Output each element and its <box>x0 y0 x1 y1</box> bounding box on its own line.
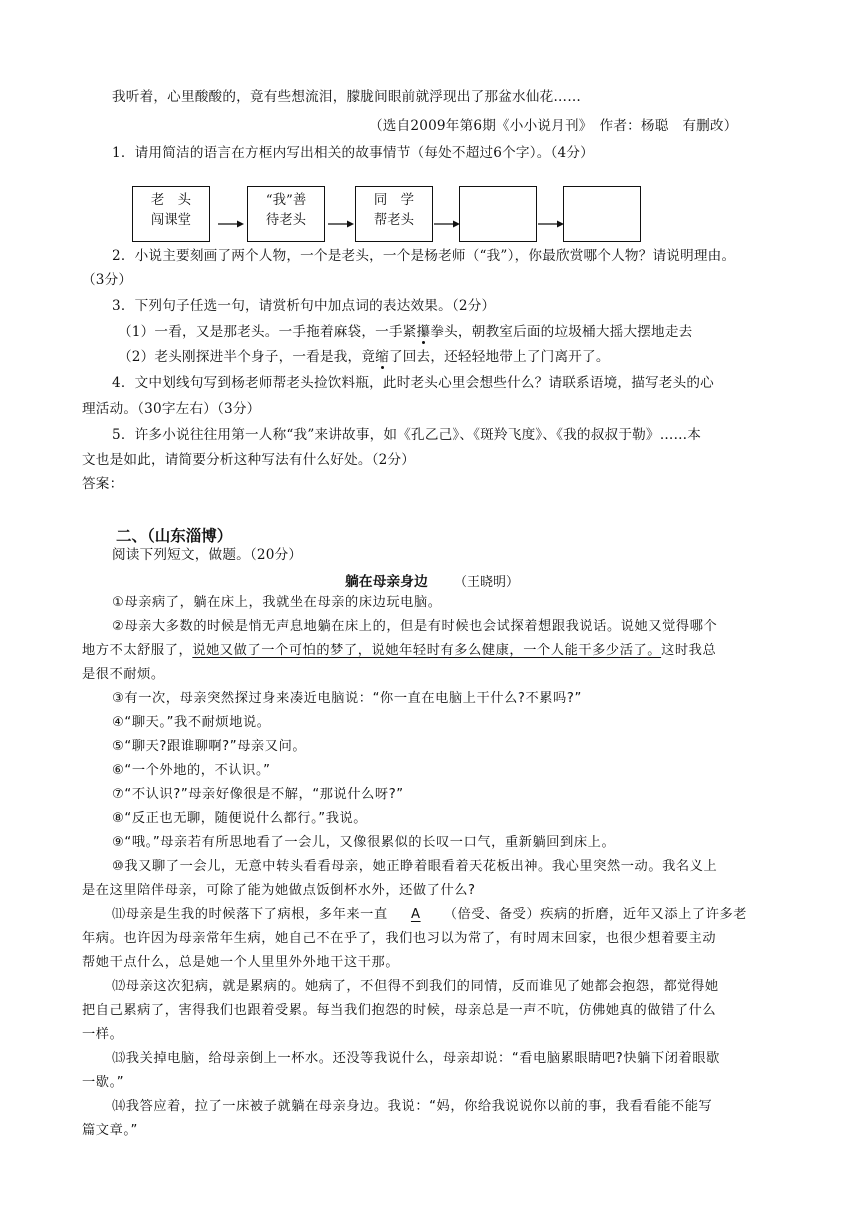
paragraph-10-line2: 是在这里陪伴母亲，可除了能为她做点饭倒杯水外，还做了什么? <box>82 883 476 898</box>
paragraph-12-line2: 把自己累病了，害得我们也跟着受累。每当我们抱怨的时候，母亲总是一声不吭，仿佛她真的做错了什么 <box>82 1003 717 1018</box>
question-3-sentence-2 <box>118 348 610 366</box>
paragraph-1: ①母亲病了，躺在床上，我就坐在母亲的床边玩电脑。 <box>112 595 442 610</box>
plot-box-3-line1: 同 学 <box>373 193 415 208</box>
paragraph-12-line3: 一样。 <box>82 1027 124 1042</box>
dotted-word-2: 缩 <box>375 349 389 365</box>
underlined-sentence: 说她又做了一个可怕的梦了，说她年轻时有多么健康，一个人能干多少活了。 <box>192 643 662 658</box>
plot-box-4-empty[interactable] <box>459 186 537 242</box>
sentence-2-post: 了回去，还轻轻地带上了门离开了。 <box>388 349 610 365</box>
question-5-line2: 文也是如此，请简要分析这种写法有什么好处。（2分） <box>82 452 416 468</box>
plot-box-1-line1: 老 头 <box>150 193 192 208</box>
question-2-line1: 2．小说主要刻画了两个人物，一个是老头，一个是杨老师（“我”），你最欣赏哪个人物？请说明理由。 <box>112 248 736 264</box>
dotted-word-1: 攥 <box>416 324 431 340</box>
plot-box-1 <box>132 186 210 242</box>
p11-post: （倍受、备受）疾病的折磨，近年又添上了许多老 <box>443 907 748 922</box>
paragraph-5: ⑤“聊天?跟谁聊啊?”母亲又问。 <box>112 739 307 754</box>
paragraph-12-line1: ⑿母亲这次犯病，就是累病的。她病了，不但得不到我们的同情，反而谁见了她都会抱怨，都觉得她 <box>112 979 719 994</box>
story-source: （选自2009年第6期《小小说月刊》 作者：杨聪 有删改） <box>369 118 738 134</box>
paragraph-4: ④“聊天。”我不耐烦地说。 <box>112 715 271 730</box>
arrow-right-icon <box>218 219 244 229</box>
paragraph-11-line2: 年病。也许因为母亲常年生病，她自己不在乎了，我们也习以为常了，有时周末回家，也很少想着要主动 <box>82 931 717 946</box>
story-last-line: 我听着，心里酸酸的，竟有些想流泪，朦胧间眼前就浮现出了那盆水仙花…… <box>112 89 581 105</box>
paragraph-13-line1: ⒀我关掉电脑，给母亲倒上一杯水。还没等我说什么，母亲却说：“看电脑累眼睛吧?快躺下闭着眼歇 <box>112 1051 720 1066</box>
article-author: （王晓明） <box>454 575 520 590</box>
fill-blank-a[interactable]: A <box>410 907 421 922</box>
arrow-right-icon <box>434 219 460 229</box>
plot-box-2 <box>247 186 325 242</box>
p2-post: 这时我总 <box>661 643 717 658</box>
plot-box-5-empty[interactable] <box>563 186 641 242</box>
plot-box-3-line2: 帮老头 <box>373 213 415 228</box>
paragraph-6: ⑥“一个外地的，不认识。” <box>112 763 271 778</box>
paragraph-7: ⑦“不认识?”母亲好像很是不解，“那说什么呀?” <box>112 787 404 802</box>
question-2-line2: （3分） <box>82 272 133 288</box>
paragraph-13-line2: 一歇。” <box>82 1075 125 1090</box>
section-heading: 二、（山东淄博） <box>116 527 233 545</box>
plot-box-2-line1: “我”善 <box>265 193 307 208</box>
arrow-right-icon <box>328 219 354 229</box>
section-instruction: 阅读下列短文，做题。（20分） <box>112 547 303 563</box>
paragraph-2-line2 <box>82 642 716 660</box>
paragraph-8: ⑧“反正也无聊，随便说什么都行。”我说。 <box>112 811 368 826</box>
question-3: 3．下列句子任选一句，请赏析句中加点词的表达效果。（2分） <box>112 298 496 314</box>
paragraph-3: ③有一次，母亲突然探过身来凑近电脑说：“你一直在电脑上干什么?不累吗?” <box>112 691 582 706</box>
plot-box-3 <box>355 186 433 242</box>
question-4-line1: 4．文中划线句写到杨老师帮老头捡饮料瓶，此时老头心里会想些什么？请联系语境，描写老头的心 <box>112 375 714 391</box>
paragraph-2-line3: 是很不耐烦。 <box>82 667 165 682</box>
paragraph-14-line2: 篇文章。” <box>82 1123 138 1138</box>
article-title: 躺在母亲身边 <box>345 574 428 590</box>
question-1: 1．请用简洁的语言在方框内写出相关的故事情节（每处不超过6个字）。（4分） <box>112 145 594 161</box>
paragraph-9: ⑨“哦。”母亲若有所思地看了一会儿，又像很累似的长叹一口气，重新躺回到床上。 <box>112 835 616 850</box>
plot-box-2-line2: 待老头 <box>265 213 307 228</box>
arrow-right-icon <box>538 219 564 229</box>
sentence-1-post: 拳头，朝教室后面的垃圾桶大摇大摆地走去 <box>430 324 693 340</box>
question-5-line1: 5．许多小说往往用第一人称“我”来讲故事，如《孔乙己》、《斑羚飞度》、《我的叔叔于勒》……本 <box>112 427 702 443</box>
answer-label: 答案： <box>82 476 124 492</box>
paragraph-2-line1: ②母亲大多数的时候是悄无声息地躺在床上的，但是有时候也会试探着想跟我说话。说她又觉得哪个 <box>112 619 718 634</box>
p2-pre: 地方不太舒服了， <box>82 643 193 658</box>
question-4-line2: 理活动。（30字左右）（3分） <box>82 401 261 417</box>
p11-pre: ⑾母亲是生我的时候落下了病根，多年来一直 <box>112 907 388 922</box>
plot-box-1-line2: 闯课堂 <box>150 213 192 228</box>
paragraph-11-line1 <box>112 906 747 924</box>
sentence-1-pre: （1）一看，又是那老头。一手拖着麻袋，一手紧 <box>118 324 417 340</box>
sentence-2-pre: （2）老头刚探进半个身子，一看是我，竟 <box>118 349 376 365</box>
paragraph-10-line1: ⑩我又聊了一会儿，无意中转头看看母亲，她正睁着眼看着天花板出神。我心里突然一动。我名义上 <box>112 859 718 874</box>
paragraph-11-line3: 帮她干点什么，总是她一个人里里外外地干这干那。 <box>82 955 400 970</box>
question-3-sentence-1 <box>118 323 692 341</box>
paragraph-14-line1: ⒁我答应着，拉了一床被子就躺在母亲身边。我说：“妈，你给我说说你以前的事，我看看能不能写 <box>112 1099 713 1114</box>
